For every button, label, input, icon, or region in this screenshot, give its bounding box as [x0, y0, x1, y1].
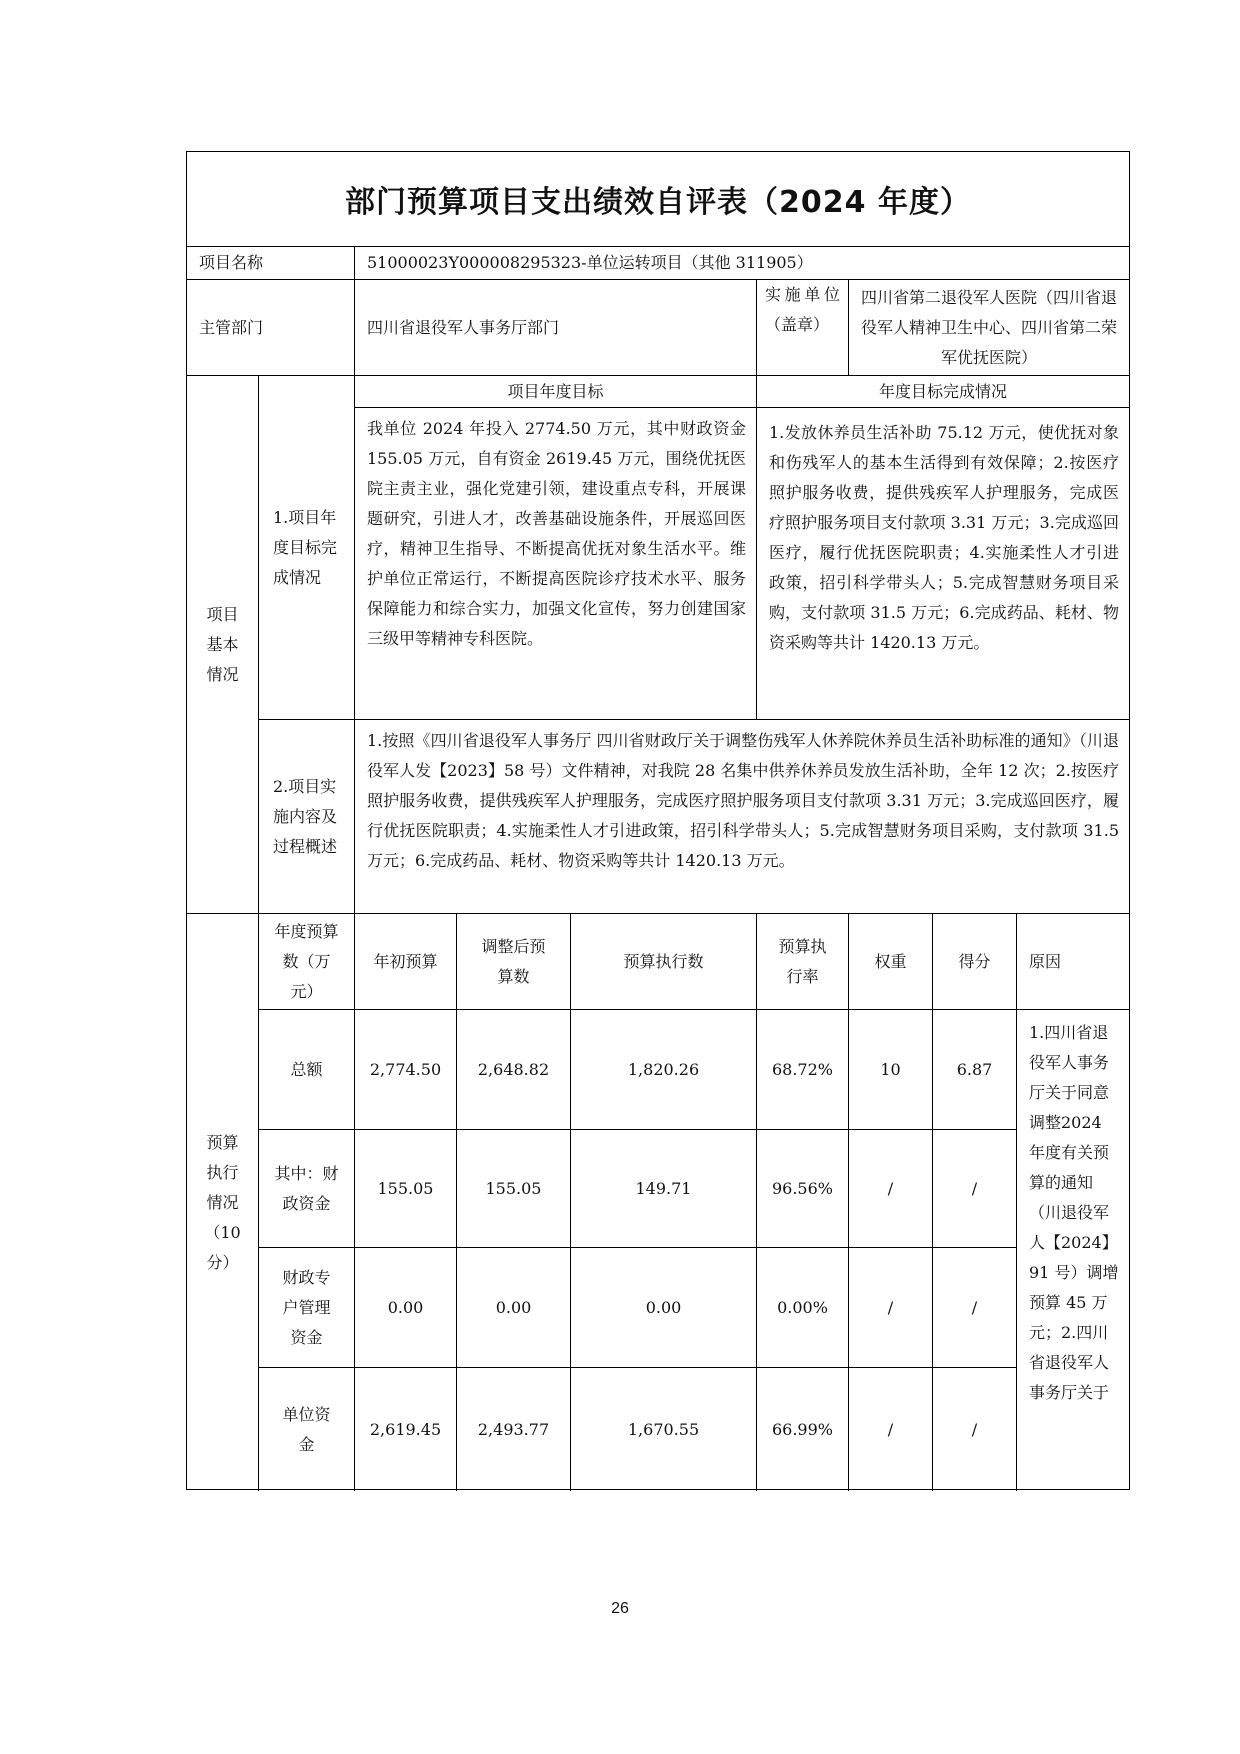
table-cell: 1,820.26: [571, 1010, 757, 1130]
completion-text: 1.发放休养员生活补助 75.12 万元，使优抚对象和伤残军人的基本生活得到有效保障；2.按医疗照护服务收费，提供残疾军人护理服务，完成医疗照护服务项目支付款项 3.31 万元；3.完成巡回医疗，履行优抚医院职责；4.实施柔性人才引进政策，招引科学带头人；5.完成智慧财务项目采购，支付款项 31.5 万元；6.完成药品、耗材、物资采购等共计 1420.13 万元。: [757, 408, 1129, 720]
table-cell: 2,493.77: [457, 1368, 571, 1491]
row-label-fiscal: 其中：财政资金: [259, 1130, 355, 1248]
project-name-value: 51000023Y000008295323-单位运转项目（其他 311905）: [355, 246, 1129, 280]
budget-header-reason: 原因: [1017, 914, 1129, 1010]
table-cell: /: [933, 1368, 1017, 1491]
table-cell: 2,648.82: [457, 1010, 571, 1130]
table-cell: 66.99%: [757, 1368, 849, 1491]
row-label-total: 总额: [259, 1010, 355, 1130]
impl-unit-value: 四川省第二退役军人医院（四川省退役军人精神卫生中心、四川省第二荣军优抚医院）: [849, 280, 1129, 376]
table-cell: 0.00: [355, 1248, 457, 1368]
table-cell: 1,670.55: [571, 1368, 757, 1491]
row-label-unit: 单位资金: [259, 1368, 355, 1491]
table-cell: 10: [849, 1010, 933, 1130]
project-name-label: 项目名称: [187, 246, 355, 280]
table-cell: 96.56%: [757, 1130, 849, 1248]
budget-header-adjusted: 调整后预算数: [457, 914, 571, 1010]
completion-header: 年度目标完成情况: [757, 376, 1129, 408]
impl-unit-label: 实施单位（盖章）: [757, 280, 849, 376]
page-title: 部门预算项目支出绩效自评表（2024 年度）: [187, 152, 1129, 247]
reason-text: 1.四川省退役军人事务厅关于同意调整2024 年度有关预算的通知（川退役军人【2024】91 号）调增预算 45 万元；2.四川省退役军人事务厅关于: [1029, 1023, 1119, 1402]
table-cell: 2,774.50: [355, 1010, 457, 1130]
budget-header-weight: 权重: [849, 914, 933, 1010]
budget-header-annual: 年度预算数（万元）: [259, 914, 355, 1010]
performance-table: [186, 151, 1130, 1490]
table-cell: 0.00: [457, 1248, 571, 1368]
budget-header-initial: 年初预算: [355, 914, 457, 1010]
budget-header-rate: 预算执行率: [757, 914, 849, 1010]
row-label-special: 财政专户管理资金: [259, 1248, 355, 1368]
table-cell: 0.00: [571, 1248, 757, 1368]
table-cell: /: [933, 1248, 1017, 1368]
goal-header: 项目年度目标: [355, 376, 757, 408]
basic-info-label: 项目基本情况: [187, 376, 259, 914]
table-cell: 155.05: [457, 1130, 571, 1248]
table-cell: /: [849, 1248, 933, 1368]
table-cell: /: [933, 1130, 1017, 1248]
table-cell: /: [849, 1368, 933, 1491]
table-cell: 149.71: [571, 1130, 757, 1248]
table-cell: 2,619.45: [355, 1368, 457, 1491]
budget-header-executed: 预算执行数: [571, 914, 757, 1010]
dept-label: 主管部门: [187, 280, 355, 376]
budget-header-score: 得分: [933, 914, 1017, 1010]
goal-completion-label: 1.项目年度目标完成情况: [259, 376, 355, 720]
table-cell: 6.87: [933, 1010, 1017, 1130]
budget-exec-label: 预算执行情况（10分）: [187, 914, 259, 1491]
table-cell: 68.72%: [757, 1010, 849, 1130]
page-number: 26: [611, 1600, 629, 1617]
goal-text: 我单位 2024 年投入 2774.50 万元，其中财政资金 155.05 万元，自有资金 2619.45 万元，围绕优抚医院主责主业，强化党建引领，建设重点专科，开展课题研究，引进人才，改善基础设施条件，开展巡回医疗，精神卫生指导、不断提高优抚对象生活水平。维护单位正常运行，不断提高医院诊疗技术水平、服务保障能力和综合实力，加强文化宣传，努力创建国家三级甲等精神专科医院。: [355, 408, 757, 720]
table-cell: /: [849, 1130, 933, 1248]
table-cell: 155.05: [355, 1130, 457, 1248]
dept-value: 四川省退役军人事务厅部门: [355, 280, 757, 376]
process-text: 1.按照《四川省退役军人事务厅 四川省财政厅关于调整伤残军人休养院休养员生活补助标准的通知》（川退役军人发【2023】58 号）文件精神，对我院 28 名集中供养休养员发放生活补助，全年 12 次；2.按医疗照护服务收费，提供残疾军人护理服务，完成医疗照护服务项目支付款项 3.31 万元；3.完成巡回医疗，履行优抚医院职责；4.实施柔性人才引进政策，招引科学带头人；5.完成智慧财务项目采购，支付款项 31.5 万元；6.完成药品、耗材、物资采购等共计 1420.13 万元。: [355, 720, 1129, 914]
process-label: 2.项目实施内容及过程概述: [259, 720, 355, 914]
table-cell: 0.00%: [757, 1248, 849, 1368]
